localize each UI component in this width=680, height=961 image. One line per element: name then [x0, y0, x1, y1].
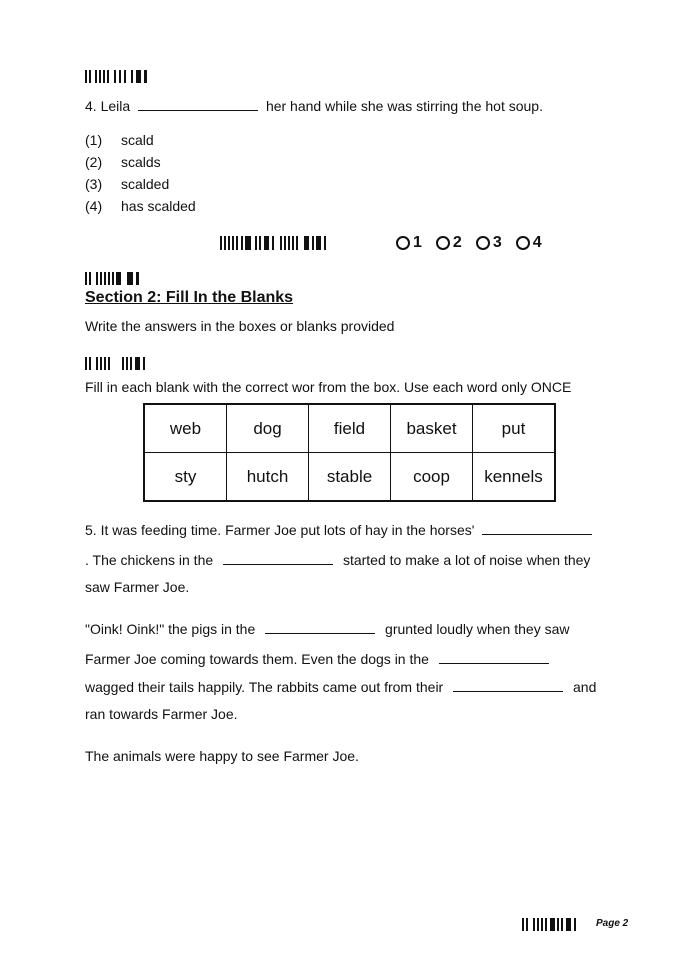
word-cell: field: [309, 404, 391, 453]
answer-bubble-4[interactable]: [516, 234, 542, 252]
answer-bubble-2-label: 2: [452, 234, 462, 251]
barcode-fill-in: [85, 357, 145, 370]
barcode-section-2: [85, 272, 139, 285]
section-2-instruction: Write the answers in the boxes or blanks provided: [85, 318, 395, 334]
section-2-title: Section 2: Fill In the Blanks: [85, 289, 294, 306]
answer-bubble-4-label: 4: [532, 234, 542, 251]
bubble-circle-icon: [396, 236, 410, 250]
fill-in-instruction: Fill in each blank with the correct wor from the box. Use each word only ONCE: [85, 379, 572, 395]
question-4-stem-start: 4. Leila: [85, 98, 131, 114]
question-4-stem: [85, 97, 543, 115]
answer-bubble-3-label: 3: [492, 234, 502, 251]
passage-line-1: [85, 521, 592, 539]
answer-bubble-2[interactable]: [436, 234, 462, 252]
passage-text: The animals were happy to see Farmer Joe.: [85, 748, 359, 764]
word-cell: dog: [227, 404, 309, 453]
word-cell: sty: [144, 453, 227, 502]
barcode-answer: [220, 236, 326, 250]
option-1: [85, 131, 154, 149]
passage-line-6: [85, 678, 596, 696]
word-cell: kennels: [473, 453, 556, 502]
question-4-stem-end: her hand while she was stirring the hot soup.: [265, 98, 543, 114]
word-cell: put: [473, 404, 556, 453]
word-cell: basket: [391, 404, 473, 453]
word-cell: coop: [391, 453, 473, 502]
option-3-text: scalded: [121, 176, 170, 192]
word-box-row: [144, 404, 555, 453]
blank-horses[interactable]: [482, 522, 592, 535]
passage-text: and: [573, 679, 597, 695]
blank-dogs[interactable]: [439, 651, 549, 664]
page-number: Page 2: [596, 918, 629, 929]
blank-rabbits[interactable]: [453, 679, 563, 692]
passage-text: 5. It was feeding time. Farmer Joe put lots of hay in the horses': [85, 522, 475, 538]
passage-line-4: [85, 620, 569, 638]
option-4: [85, 197, 196, 215]
option-2-text: scalds: [121, 154, 161, 170]
answer-bubble-3[interactable]: [476, 234, 502, 252]
bubble-circle-icon: [436, 236, 450, 250]
bubble-circle-icon: [516, 236, 530, 250]
answer-bubbles: [382, 234, 542, 252]
option-4-number: (4): [85, 198, 103, 214]
passage-line-3: [85, 578, 189, 596]
question-4-blank[interactable]: [138, 98, 258, 111]
option-2: [85, 153, 161, 171]
word-box: [143, 403, 556, 502]
passage-line-7: [85, 705, 238, 723]
passage-line-8: [85, 747, 359, 765]
word-box-row: [144, 453, 555, 502]
passage-text: started to make a lot of noise when they: [342, 552, 591, 568]
passage-line-5: [85, 650, 549, 668]
blank-chickens[interactable]: [223, 552, 333, 565]
option-3: [85, 175, 169, 193]
passage-text: wagged their tails happily. The rabbits came out from their: [85, 679, 444, 695]
option-1-text: scald: [121, 132, 154, 148]
answer-bubble-1[interactable]: [396, 234, 422, 252]
option-2-number: (2): [85, 154, 103, 170]
word-cell: hutch: [227, 453, 309, 502]
option-1-number: (1): [85, 132, 103, 148]
option-3-number: (3): [85, 176, 103, 192]
passage-text: "Oink! Oink!" the pigs in the: [85, 621, 256, 637]
bubble-circle-icon: [476, 236, 490, 250]
passage-line-2: [85, 551, 590, 569]
option-4-text: has scalded: [121, 198, 196, 214]
word-cell: web: [144, 404, 227, 453]
passage-text: Farmer Joe coming towards them. Even the dogs in the: [85, 651, 429, 667]
word-cell: stable: [309, 453, 391, 502]
blank-pigs[interactable]: [265, 621, 375, 634]
passage-text: grunted loudly when they saw: [385, 621, 570, 637]
passage-text: . The chickens in the: [85, 552, 214, 568]
barcode-q4: [85, 70, 147, 83]
passage-text: ran towards Farmer Joe.: [85, 706, 238, 722]
answer-bubble-1-label: 1: [413, 234, 422, 251]
passage-text: saw Farmer Joe.: [85, 579, 190, 595]
barcode-footer: [522, 918, 576, 931]
